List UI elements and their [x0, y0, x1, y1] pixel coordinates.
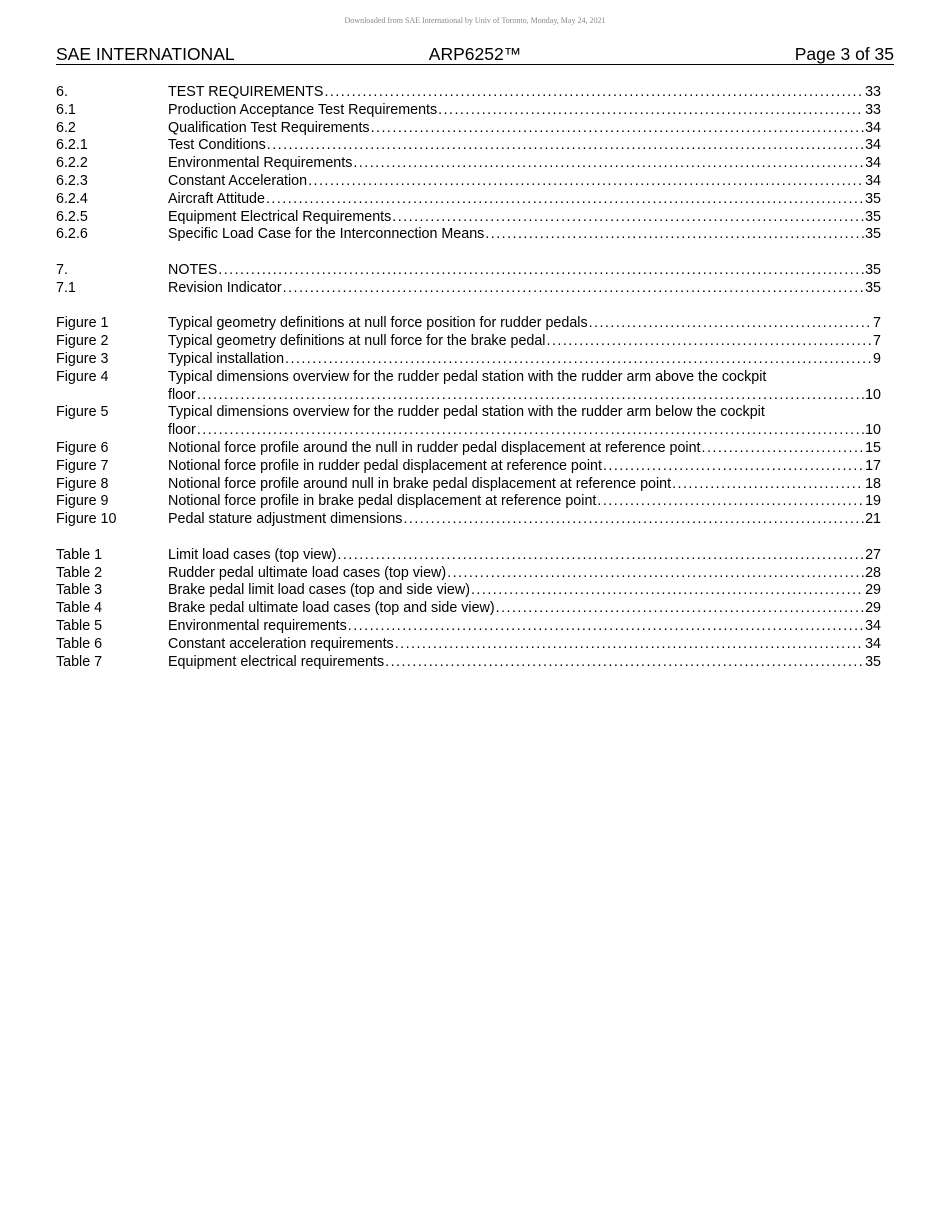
- toc-entry-title: Revision Indicator: [168, 279, 282, 296]
- toc-entry: [56, 547, 881, 565]
- toc-leader-dots: [702, 440, 865, 458]
- toc-entry: [56, 582, 881, 600]
- toc-entry: [56, 191, 881, 209]
- toc-entry: [56, 102, 881, 120]
- toc-entry-number: 6.2.6: [56, 226, 88, 243]
- toc-entry-title: Brake pedal ultimate load cases (top and side view): [168, 600, 495, 617]
- toc-entry-page: 33: [865, 84, 881, 100]
- toc-entry-body: [168, 102, 881, 120]
- toc-entry-number: Table 5: [56, 617, 103, 634]
- toc-entry-line: [168, 84, 881, 102]
- toc-entry: [56, 404, 881, 440]
- toc-entry-title: Notional force profile in brake pedal displacement at reference point: [168, 493, 597, 510]
- toc-entry-page: 18: [865, 475, 881, 492]
- toc-entry-number: 6.2.2: [56, 155, 88, 172]
- toc-entry-line: [168, 226, 881, 244]
- toc-entry-body: [168, 351, 881, 369]
- toc-entry-number: 6.2.3: [56, 172, 88, 189]
- toc-entry-body: [168, 173, 881, 191]
- toc-entry-number: Figure 4: [56, 368, 109, 385]
- toc-leader-dots: [403, 511, 864, 529]
- toc-leader-dots: [471, 582, 864, 600]
- toc-entry-body: [168, 209, 881, 227]
- toc-entry: [56, 369, 881, 405]
- toc-entry-title-line: Typical dimensions overview for the rudder pedal station with the rudder arm above the cockpit: [168, 368, 767, 385]
- toc-entry: [56, 315, 881, 333]
- toc-entry-title: Environmental requirements: [168, 617, 347, 634]
- toc-leader-dots: [285, 351, 872, 369]
- toc-entry-page: 27: [865, 546, 881, 563]
- toc-entry-page: 35: [865, 226, 881, 243]
- toc-entry-title: Notional force profile around the null in rudder pedal displacement at reference point: [168, 439, 701, 456]
- toc-entry-number: Table 1: [56, 546, 103, 563]
- toc-leader-dots: [395, 636, 864, 654]
- toc-entry-number: 6.: [56, 84, 68, 100]
- toc-leader-dots: [589, 315, 872, 333]
- toc-leader-dots: [371, 120, 865, 138]
- toc-entry-line: [168, 102, 881, 120]
- toc-entry-page: 35: [865, 279, 881, 296]
- toc-notes: [56, 262, 881, 298]
- toc-entry-title: Notional force profile in rudder pedal displacement at reference point: [168, 457, 602, 474]
- toc-entry-body: [168, 120, 881, 138]
- toc-entry-line: [168, 333, 881, 351]
- toc-entry-page: 35: [865, 208, 881, 225]
- toc-entry-number: Table 2: [56, 564, 103, 581]
- toc-entry-line: [168, 582, 881, 600]
- toc-entry-title: Specific Load Case for the Interconnection Means: [168, 226, 485, 243]
- toc-entry-body: [168, 315, 881, 333]
- toc-entry-line: [168, 351, 881, 369]
- toc-entry-page: 33: [865, 101, 881, 118]
- toc-entry: [56, 137, 881, 155]
- toc-entry-title: Test Conditions: [168, 137, 266, 154]
- toc-entry-page: 10: [865, 422, 881, 439]
- toc-entry-number: Table 7: [56, 653, 103, 670]
- toc-entry-body: [168, 476, 881, 494]
- toc-entry-title: Equipment electrical requirements: [168, 653, 385, 670]
- toc-entry-line: [168, 262, 881, 280]
- toc-entry-title: floor: [168, 386, 196, 403]
- toc-entry: [56, 351, 881, 369]
- toc-entry-body: [168, 369, 881, 405]
- toc-entry: [56, 600, 881, 618]
- toc-entry-line: [168, 618, 881, 636]
- toc-entry-page: 28: [865, 564, 881, 581]
- toc-entry-body: [168, 565, 881, 583]
- toc-entry-body: [168, 191, 881, 209]
- toc-leader-dots: [283, 280, 864, 298]
- toc-leader-dots: [672, 476, 864, 494]
- toc-entry: [56, 565, 881, 583]
- toc-entry-number: 6.1: [56, 101, 76, 118]
- toc-entry-line: [168, 209, 881, 227]
- toc-entry-number: Figure 7: [56, 457, 109, 474]
- toc-leader-dots: [438, 102, 864, 120]
- toc-entry-page: 34: [865, 155, 881, 172]
- toc-figures: [56, 315, 881, 529]
- toc-entry: [56, 262, 881, 280]
- toc-entry-title: Aircraft Attitude: [168, 190, 265, 207]
- toc-leader-dots: [597, 493, 864, 511]
- toc-entry-title: TEST REQUIREMENTS: [168, 84, 324, 100]
- toc-entry-number: Figure 8: [56, 475, 109, 492]
- toc-entry-number: Figure 1: [56, 315, 109, 332]
- toc-leader-dots: [348, 618, 864, 636]
- toc-entry-line: [168, 493, 881, 511]
- toc-entry-body: [168, 582, 881, 600]
- toc-entry: [56, 280, 881, 298]
- toc-entry-line: [168, 191, 881, 209]
- toc-sections: [56, 84, 881, 244]
- toc-entry-number: Table 4: [56, 600, 103, 617]
- toc-entry-line: [168, 120, 881, 138]
- toc-leader-dots: [392, 209, 864, 227]
- toc-entry-number: Table 6: [56, 635, 103, 652]
- toc-entry-body: [168, 84, 881, 102]
- toc-leader-dots: [197, 387, 864, 405]
- toc-entry-title: Equipment Electrical Requirements: [168, 208, 392, 225]
- toc-entry-line: [168, 600, 881, 618]
- toc-leader-dots: [267, 137, 864, 155]
- toc-leader-dots: [324, 84, 864, 102]
- toc-entry-line: [168, 511, 881, 529]
- toc-entry-page: 21: [865, 511, 881, 528]
- toc-entry-line: [168, 173, 881, 191]
- toc-entry-page: 29: [865, 582, 881, 599]
- toc-entry-number: Figure 5: [56, 404, 109, 421]
- toc-entry-page: 17: [865, 457, 881, 474]
- toc-entry: [56, 226, 881, 244]
- toc-entry-body: [168, 493, 881, 511]
- toc-entry-page: 35: [865, 653, 881, 670]
- toc-entry-line: [168, 565, 881, 583]
- toc-entry-page: 34: [865, 172, 881, 189]
- toc-leader-dots: [447, 565, 864, 583]
- toc-entry-line: [168, 137, 881, 155]
- toc-leader-dots: [353, 155, 864, 173]
- toc-entry-body: [168, 262, 881, 280]
- toc-entry: [56, 440, 881, 458]
- toc-entry-body: [168, 636, 881, 654]
- toc-leader-dots: [266, 191, 864, 209]
- toc-entry-number: Figure 10: [56, 511, 117, 528]
- toc-entry-body: [168, 280, 881, 298]
- toc-entry-line: [168, 155, 881, 173]
- toc-entry-title: Rudder pedal ultimate load cases (top view): [168, 564, 447, 581]
- toc-entry-page: 34: [865, 137, 881, 154]
- toc-entry-page: 29: [865, 600, 881, 617]
- toc-entry-body: [168, 333, 881, 351]
- toc-entry-title: Environmental Requirements: [168, 155, 353, 172]
- toc-entry-page: 7: [873, 315, 881, 332]
- toc-entry-line: [168, 387, 881, 405]
- toc-entry-title-line: Typical dimensions overview for the rudder pedal station with the rudder arm below the cockpit: [168, 404, 765, 421]
- toc-entry-number: Figure 3: [56, 350, 109, 367]
- header-page-number: Page 3 of 35: [794, 44, 894, 64]
- toc-entry-page: 9: [873, 350, 881, 367]
- toc-leader-dots: [385, 654, 864, 672]
- header-publisher: SAE INTERNATIONAL: [56, 44, 235, 64]
- toc-entry-title: Brake pedal limit load cases (top and side view): [168, 582, 470, 599]
- toc-entry: [56, 209, 881, 227]
- toc-entry-number: Figure 9: [56, 493, 109, 510]
- page-header: [56, 44, 894, 65]
- toc-entry-body: [168, 654, 881, 672]
- toc-entry-body: [168, 458, 881, 476]
- toc-entry-number: Figure 2: [56, 333, 109, 350]
- toc-entry-body: [168, 404, 881, 440]
- toc-leader-dots: [197, 422, 864, 440]
- toc-entry-line: [168, 315, 881, 333]
- toc-leader-dots: [496, 600, 864, 618]
- header-document-id: ARP6252™: [428, 44, 522, 64]
- toc-entry: [56, 120, 881, 138]
- toc-leader-dots: [337, 547, 864, 565]
- toc-leader-dots: [485, 226, 864, 244]
- toc-entry-line: [168, 547, 881, 565]
- toc-entry-page: 34: [865, 617, 881, 634]
- toc-entry-number: 7.1: [56, 279, 76, 296]
- toc-entry-line: [168, 654, 881, 672]
- toc-entry-title: Constant Acceleration: [168, 172, 308, 189]
- toc-entry-title: Typical installation: [168, 350, 285, 367]
- toc-entry-line: [168, 458, 881, 476]
- toc-entry-body: [168, 600, 881, 618]
- toc-entry-line: [168, 440, 881, 458]
- download-watermark: Downloaded from SAE International by Univ of Toronto, Monday, May 24, 2021: [344, 16, 606, 25]
- toc-entry-title: floor: [168, 422, 196, 439]
- toc-tables: [56, 547, 881, 672]
- toc-entry-title: Limit load cases (top view): [168, 546, 337, 563]
- toc-entry: [56, 333, 881, 351]
- toc-entry-page: 34: [865, 119, 881, 136]
- toc-entry-body: [168, 137, 881, 155]
- toc-entry-title: NOTES: [168, 261, 218, 278]
- toc-entry-title: Constant acceleration requirements: [168, 635, 394, 652]
- toc-entry: [56, 618, 881, 636]
- toc-entry: [56, 458, 881, 476]
- toc-leader-dots: [547, 333, 873, 351]
- toc-entry-page: 34: [865, 635, 881, 652]
- toc-entry-body: [168, 440, 881, 458]
- toc-entry: [56, 155, 881, 173]
- table-of-contents: [56, 84, 881, 671]
- toc-entry-title: Notional force profile around null in brake pedal displacement at reference point: [168, 475, 672, 492]
- toc-entry-page: 35: [865, 190, 881, 207]
- toc-entry: [56, 173, 881, 191]
- toc-entry: [56, 476, 881, 494]
- toc-entry-title: Typical geometry definitions at null force for the brake pedal: [168, 333, 546, 350]
- toc-entry-title: Qualification Test Requirements: [168, 119, 370, 136]
- toc-entry-title: Typical geometry definitions at null force position for rudder pedals: [168, 315, 588, 332]
- toc-leader-dots: [603, 458, 864, 476]
- toc-entry-number: 6.2: [56, 119, 76, 136]
- toc-entry-body: [168, 618, 881, 636]
- toc-entry-page: 15: [865, 439, 881, 456]
- toc-entry-title: Pedal stature adjustment dimensions: [168, 511, 403, 528]
- toc-entry-page: 35: [865, 261, 881, 278]
- toc-entry-line: [168, 476, 881, 494]
- toc-entry: [56, 84, 881, 102]
- toc-entry-line: [168, 280, 881, 298]
- toc-entry-body: [168, 511, 881, 529]
- toc-leader-dots: [308, 173, 864, 191]
- toc-entry-body: [168, 155, 881, 173]
- toc-entry-line: [168, 636, 881, 654]
- toc-entry-number: Table 3: [56, 582, 103, 599]
- toc-entry-number: Figure 6: [56, 439, 109, 456]
- toc-entry-line: [168, 422, 881, 440]
- toc-entry-number: 6.2.5: [56, 208, 88, 225]
- toc-entry: [56, 511, 881, 529]
- toc-entry-title: Production Acceptance Test Requirements: [168, 101, 438, 118]
- toc-entry: [56, 654, 881, 672]
- toc-entry: [56, 493, 881, 511]
- toc-entry-body: [168, 226, 881, 244]
- toc-entry: [56, 636, 881, 654]
- toc-entry-page: 19: [865, 493, 881, 510]
- toc-entry-number: 7.: [56, 261, 68, 278]
- toc-entry-number: 6.2.4: [56, 190, 88, 207]
- toc-entry-page: 10: [865, 386, 881, 403]
- toc-leader-dots: [218, 262, 864, 280]
- toc-entry-number: 6.2.1: [56, 137, 88, 154]
- toc-entry-page: 7: [873, 333, 881, 350]
- toc-entry-body: [168, 547, 881, 565]
